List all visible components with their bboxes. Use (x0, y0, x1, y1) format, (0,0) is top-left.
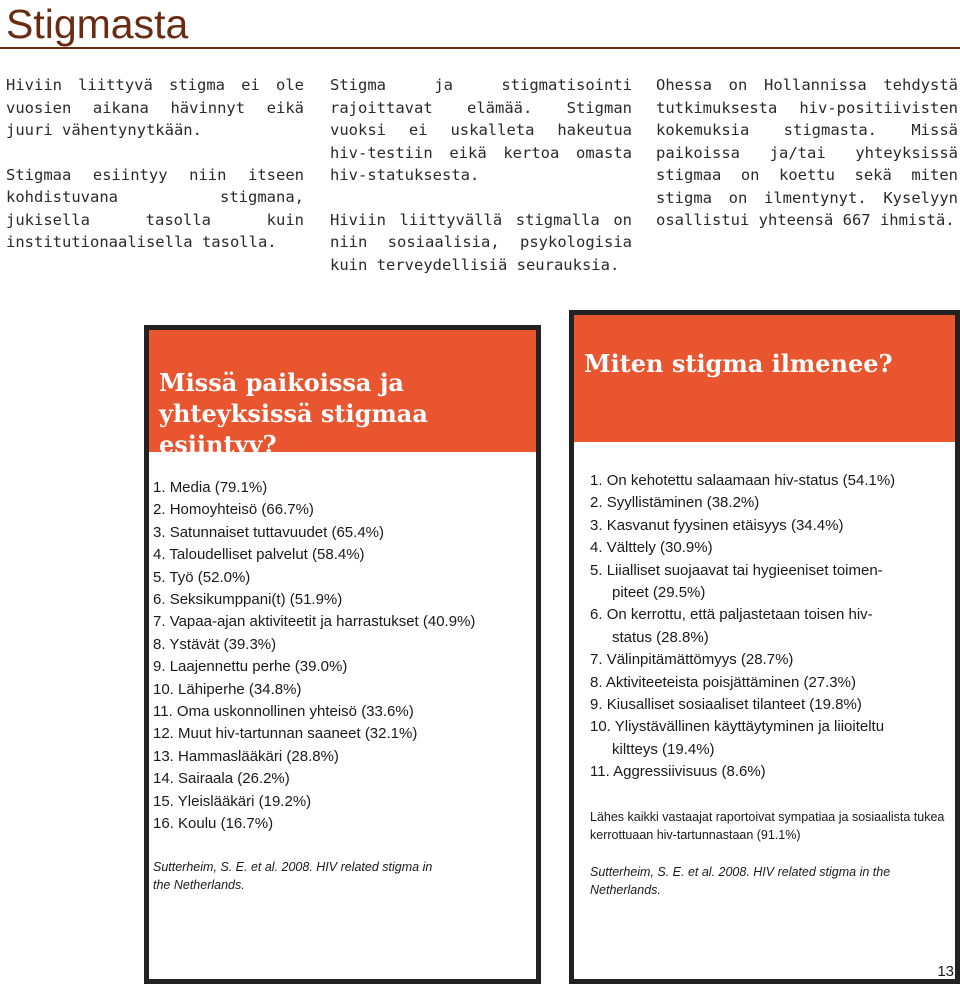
list-item-number: 4. (153, 546, 166, 564)
list-item (153, 791, 533, 813)
manifestation-list (590, 470, 950, 784)
list-item-text: Seksikumppani(t) (51.9%) (169, 591, 343, 609)
manifestation-box-header (574, 315, 955, 442)
title-divider (0, 47, 960, 49)
list-item-continuation: status (28.8%) (612, 628, 709, 646)
list-item-number: 11. (153, 703, 173, 721)
list-item-text: Aggressiivisuus (8.6%) (613, 763, 766, 781)
list-item (153, 634, 533, 656)
list-item-text: Taloudelliset palvelut (58.4%) (169, 546, 365, 564)
list-item-number: 5. (153, 568, 166, 586)
list-item (590, 761, 950, 783)
list-item-number: 7. (153, 613, 166, 631)
list-item-text: Vapaa-ajan aktiviteetit ja harrastukset (40.9%) (169, 613, 476, 631)
list-item-number: 16. (153, 815, 174, 833)
list-item-number: 8. (153, 635, 166, 653)
list-item-text: Hammaslääkäri (28.8%) (178, 747, 339, 765)
list-item-text: Kiusalliset sosiaaliset tilanteet (19.8%) (606, 696, 862, 714)
list-item-number: 2. (590, 494, 603, 512)
list-item-text: On kerrottu, että paljastetaan toisen hiv- (606, 606, 873, 624)
list-item (590, 470, 950, 492)
list-item (153, 679, 533, 701)
list-item-text: Sairaala (26.2%) (178, 770, 290, 788)
list-item-number: 5. (590, 561, 603, 579)
list-item-text: Aktiviteeteista poisjättäminen (27.3%) (605, 673, 856, 691)
list-item-number: 2. (153, 501, 166, 519)
list-item-text: Laajennettu perhe (39.0%) (169, 658, 348, 676)
list-item-number: 15. (153, 792, 174, 810)
list-item-number: 4. (590, 539, 603, 557)
list-item-continuation: piteet (29.5%) (612, 584, 706, 602)
list-item-number: 3. (590, 516, 603, 534)
manifestation-citation: Sutterheim, S. E. et al. 2008. HIV related stigma in the Netherlands. (590, 865, 891, 897)
list-item (153, 522, 533, 544)
list-item (590, 492, 950, 514)
list-item-text: Yleislääkäri (19.2%) (177, 792, 312, 810)
places-stigma-box (144, 325, 541, 984)
manifestation-box-title: Miten stigma ilmenee? (584, 349, 893, 378)
list-item (153, 656, 533, 678)
list-item-text: On kehotettu salaamaan hiv-status (54.1%) (606, 472, 896, 489)
list-item (590, 672, 950, 694)
list-item (153, 701, 533, 723)
list-item (153, 768, 533, 790)
list-item-text: Oma uskonnollinen yhteisö (33.6%) (176, 703, 414, 721)
list-item (590, 537, 950, 559)
list-item-number: 10. (590, 718, 611, 736)
list-item-number: 9. (590, 696, 603, 714)
manifestation-box (569, 310, 960, 984)
list-item (153, 723, 533, 745)
intro-column-1 (6, 74, 304, 276)
list-item-text: Välttely (30.9%) (606, 539, 713, 557)
places-citation: Sutterheim, S. E. et al. 2008. HIV related stigma in the Netherlands. (153, 860, 433, 892)
list-item (153, 567, 533, 589)
list-item (590, 694, 950, 716)
list-item-number: 7. (590, 651, 603, 669)
list-item-number: 13. (153, 747, 174, 765)
intro-column-2 (330, 74, 632, 298)
list-item-text: Satunnaiset tuttavuudet (65.4%) (169, 523, 384, 541)
list-item-number: 1. (153, 479, 166, 496)
list-item-text: Työ (52.0%) (169, 568, 251, 586)
list-item-continuation: kiltteys (19.4%) (612, 740, 715, 758)
intro-paragraph: Stigma ja stigmatisointi rajoittavat elämää. Stigman vuoksi ei uskalleta hakeutua hiv-testiin eikä kertoa omasta hiv-statuksesta. (330, 76, 632, 184)
list-item (153, 813, 533, 835)
places-box-title: Missä paikoissa ja yhteyksissä stigmaa esiintyy? (159, 368, 428, 459)
list-item (590, 515, 950, 537)
page-number: 13 (937, 963, 954, 980)
list-item-number: 1. (590, 472, 603, 489)
list-item (590, 604, 950, 649)
list-item (153, 544, 533, 566)
list-item-text: Lähiperhe (34.8%) (178, 680, 302, 698)
list-item-text: Yliystävällinen käyttäytyminen ja liioiteltu (614, 718, 885, 736)
intro-paragraph: Ohessa on Hollannissa tehdystä tutkimuksesta hiv-positiivisten kokemuksia stigmasta. Missä paikoissa ja/tai yhteyksissä stigmaa on koettu sekä miten stigma on ilmentynyt. Kyselyyn osallistui yhteensä 667 ihmistä. (656, 76, 958, 229)
list-item-number: 11. (590, 763, 610, 781)
list-item-text: Ystävät (39.3%) (169, 635, 277, 653)
list-item-number: 8. (590, 673, 603, 691)
intro-paragraph: Hiviin liittyvä stigma ei ole vuosien aikana hävinnyt eikä juuri vähentynytkään. (6, 76, 304, 139)
page-title: Stigmasta (6, 1, 189, 47)
list-item-number: 9. (153, 658, 166, 676)
list-item-text: Media (79.1%) (169, 479, 268, 496)
list-item-text: Muut hiv-tartunnan saaneet (32.1%) (178, 725, 418, 743)
intro-paragraph: Hiviin liittyvällä stigmalla on niin sosiaalisia, psykologisia kuin terveydellisiä seurauksia. (330, 210, 632, 274)
list-item-text: Homoyhteisö (66.7%) (169, 501, 314, 519)
list-item-text: Koulu (16.7%) (178, 815, 274, 833)
list-item (590, 716, 950, 761)
list-item (590, 560, 950, 605)
list-item-number: 14. (153, 770, 174, 788)
places-list (153, 477, 533, 836)
list-item-number: 12. (153, 725, 174, 743)
list-item-number: 6. (153, 591, 166, 609)
intro-paragraph: Stigmaa esiintyy niin itseen kohdistuvana stigmana, jukisella tasolla kuin institutionaalisella tasolla. (6, 165, 304, 251)
list-item (153, 477, 533, 499)
support-note: Lähes kaikki vastaajat raportoivat sympatiaa ja sosiaalista tukea kerrottuaan hiv-tartunnastaan (91.1%) (590, 810, 945, 842)
list-item-text: Syyllistäminen (38.2%) (606, 494, 760, 512)
list-item-text: Liialliset suojaavat tai hygieeniset toimen- (606, 561, 883, 579)
list-item-text: Kasvanut fyysinen etäisyys (34.4%) (606, 516, 844, 534)
list-item (153, 499, 533, 521)
list-item-number: 6. (590, 606, 603, 624)
list-item-number: 10. (153, 680, 174, 698)
intro-column-3 (656, 74, 958, 254)
list-item (153, 611, 533, 633)
list-item (153, 746, 533, 768)
list-item (153, 589, 533, 611)
places-box-header (149, 330, 536, 459)
list-item-number: 3. (153, 523, 166, 541)
list-item-text: Välinpitämättömyys (28.7%) (606, 651, 794, 669)
list-item (590, 649, 950, 671)
